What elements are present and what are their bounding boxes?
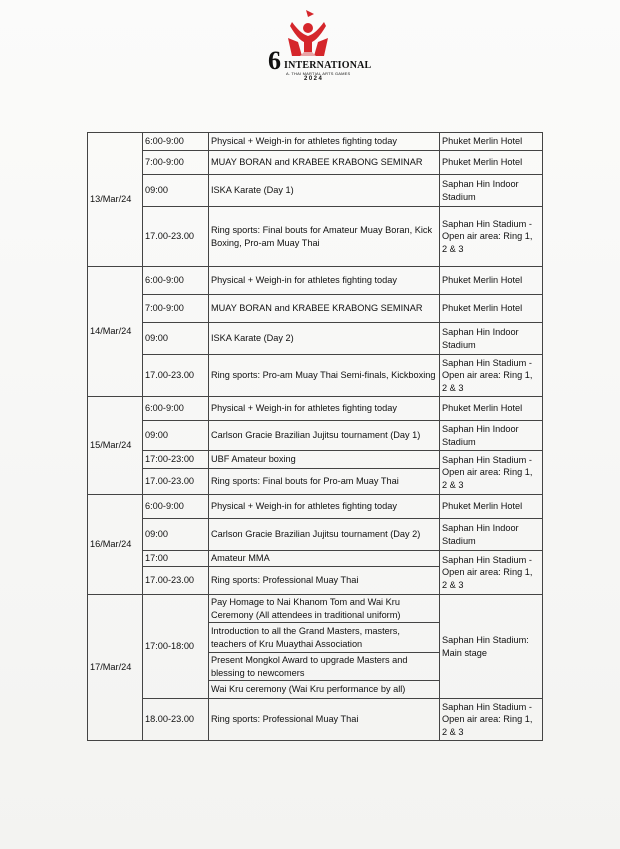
event-cell: Introduction to all the Grand Masters, masters, teachers of Kru Muaythai Association — [209, 623, 440, 653]
time-cell: 7:00-9:00 — [143, 151, 209, 175]
venue-cell: Saphan Hin Indoor Stadium — [440, 421, 543, 451]
games-logo — [262, 8, 372, 86]
date-cell: 16/Mar/24 — [88, 495, 143, 595]
event-cell: Carlson Gracie Brazilian Jujitsu tournament (Day 2) — [209, 519, 440, 551]
table-row — [88, 175, 543, 207]
table-row — [88, 451, 543, 469]
table-row — [88, 495, 543, 519]
table-row — [88, 267, 543, 295]
event-cell: ISKA Karate (Day 2) — [209, 323, 440, 355]
event-cell: Ring sports: Professional Muay Thai — [209, 699, 440, 741]
event-cell: Wai Kru ceremony (Wai Kru performance by all) — [209, 681, 440, 699]
time-cell: 09:00 — [143, 175, 209, 207]
venue-cell: Phuket Merlin Hotel — [440, 295, 543, 323]
venue-cell: Saphan Hin Indoor Stadium — [440, 323, 543, 355]
logo-number: 6 — [268, 46, 281, 75]
event-cell: MUAY BORAN and KRABEE KRABONG SEMINAR — [209, 295, 440, 323]
venue-cell: Phuket Merlin Hotel — [440, 133, 543, 151]
table-row — [88, 421, 543, 451]
time-cell: 09:00 — [143, 519, 209, 551]
venue-cell: Phuket Merlin Hotel — [440, 495, 543, 519]
date-cell: 13/Mar/24 — [88, 133, 143, 267]
time-cell: 17:00 — [143, 551, 209, 567]
schedule-table — [87, 132, 543, 741]
venue-cell: Phuket Merlin Hotel — [440, 397, 543, 421]
event-cell: Physical + Weigh-in for athletes fighting today — [209, 397, 440, 421]
venue-cell: Saphan Hin Stadium: Main stage — [440, 595, 543, 699]
table-row — [88, 207, 543, 267]
table-row — [88, 133, 543, 151]
table-row — [88, 551, 543, 567]
table-row — [88, 151, 543, 175]
event-cell: Physical + Weigh-in for athletes fighting today — [209, 267, 440, 295]
table-row — [88, 323, 543, 355]
table-row — [88, 295, 543, 323]
event-cell: Amateur MMA — [209, 551, 440, 567]
venue-cell: Saphan Hin Stadium - Open air area: Ring 1, 2 & 3 — [440, 699, 543, 741]
table-row — [88, 355, 543, 397]
event-cell: MUAY BORAN and KRABEE KRABONG SEMINAR — [209, 151, 440, 175]
event-cell: Ring sports: Pro-am Muay Thai Semi-finals, Kickboxing — [209, 355, 440, 397]
venue-cell: Saphan Hin Stadium - Open air area: Ring 1, 2 & 3 — [440, 207, 543, 267]
event-cell: Present Mongkol Award to upgrade Masters and blessing to newcomers — [209, 653, 440, 681]
venue-cell: Saphan Hin Stadium - Open air area: Ring 1, 2 & 3 — [440, 451, 543, 495]
table-row — [88, 397, 543, 421]
event-cell: UBF Amateur boxing — [209, 451, 440, 469]
logo-subtitle: A. THAI MARTIAL ARTS GAMES — [286, 71, 351, 76]
event-cell: Pay Homage to Nai Khanom Tom and Wai Kru Ceremony (All attendees in traditional uniform) — [209, 595, 440, 623]
time-cell: 17.00-23.00 — [143, 355, 209, 397]
event-cell: Physical + Weigh-in for athletes fighting today — [209, 495, 440, 519]
venue-cell: Phuket Merlin Hotel — [440, 267, 543, 295]
logo-title: INTERNATIONAL — [284, 60, 372, 71]
date-cell: 17/Mar/24 — [88, 595, 143, 741]
date-cell: 14/Mar/24 — [88, 267, 143, 397]
date-cell: 15/Mar/24 — [88, 397, 143, 495]
event-cell: Ring sports: Final bouts for Amateur Muay Boran, Kick Boxing, Pro-am Muay Thai — [209, 207, 440, 267]
venue-cell: Saphan Hin Indoor Stadium — [440, 519, 543, 551]
event-cell: Carlson Gracie Brazilian Jujitsu tournament (Day 1) — [209, 421, 440, 451]
event-cell: ISKA Karate (Day 1) — [209, 175, 440, 207]
table-row — [88, 699, 543, 741]
time-cell: 18.00-23.00 — [143, 699, 209, 741]
event-cell: Physical + Weigh-in for athletes fighting today — [209, 133, 440, 151]
time-cell: 09:00 — [143, 323, 209, 355]
venue-cell: Saphan Hin Stadium - Open air area: Ring 1, 2 & 3 — [440, 355, 543, 397]
logo-year: 2024 — [304, 76, 324, 82]
table-row — [88, 519, 543, 551]
time-cell: 6:00-9:00 — [143, 267, 209, 295]
event-cell: Ring sports: Final bouts for Pro-am Muay Thai — [209, 469, 440, 495]
time-cell: 09:00 — [143, 421, 209, 451]
time-cell: 7:00-9:00 — [143, 295, 209, 323]
table-row — [88, 595, 543, 623]
time-cell: 17.00-23.00 — [143, 207, 209, 267]
event-cell: Ring sports: Professional Muay Thai — [209, 567, 440, 595]
time-cell: 6:00-9:00 — [143, 397, 209, 421]
time-cell: 17.00-23.00 — [143, 567, 209, 595]
time-cell: 6:00-9:00 — [143, 133, 209, 151]
venue-cell: Saphan Hin Stadium - Open air area: Ring 1, 2 & 3 — [440, 551, 543, 595]
time-cell: 6:00-9:00 — [143, 495, 209, 519]
venue-cell: Saphan Hin Indoor Stadium — [440, 175, 543, 207]
time-cell: 17:00-23:00 — [143, 451, 209, 469]
venue-cell: Phuket Merlin Hotel — [440, 151, 543, 175]
time-cell: 17.00-23.00 — [143, 469, 209, 495]
time-cell: 17:00-18:00 — [143, 595, 209, 699]
